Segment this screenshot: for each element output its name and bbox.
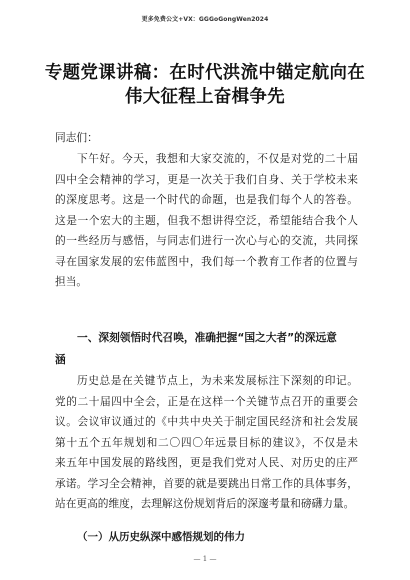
paragraph-line: 这是一个宏大的主题，但我不想讲得空泛，希望能结合我个人: [55, 213, 358, 227]
paragraph-line: 历史总是在关键节点上，为未来发展标注下深刻的印记。: [77, 374, 358, 387]
title-line: 专题党课讲稿：在时代洪流中锚定航向在: [44, 63, 366, 83]
section-heading-line: 一、深刻领悟时代召唤，准确把握“国之大者”的深远意: [77, 331, 337, 344]
paragraph-line: 第十五个五年规划和二〇四〇年远景目标的建议》，不仅是未: [55, 435, 358, 449]
paragraph-line: 的深度思考。这是一个时代的命题，也是我们每个人的答卷。: [55, 193, 358, 206]
section-heading: [55, 327, 358, 371]
paragraph-line: 四中全会精神的学习，更是一次关于我们自身、关于学校未来: [55, 172, 358, 186]
subsection-heading: （一）从历史纵深中感悟规划的伟力: [77, 531, 245, 543]
paragraph-line: 下午好。今天，我想和大家交流的，不仅是对党的二十届: [77, 152, 358, 165]
paragraph-line: 来五年中国发展的路线图，更是我们党对人民、对历史的庄严: [55, 456, 358, 469]
paragraph-line: 承诺。学习全会精神，首要的就是要跳出日常工作的具体事务，: [55, 476, 358, 490]
title-line: 伟大征程上奋楫争先: [124, 87, 286, 107]
greeting: 同志们：: [55, 131, 98, 144]
paragraph-line: 党的二十届四中全会，正是在这样一个关键节点召开的重要会: [55, 394, 358, 408]
intro-paragraph: [55, 149, 358, 293]
section-heading-line: 涵: [55, 353, 66, 366]
section-paragraph: [55, 371, 358, 515]
paragraph-line: 议。会议审议通过的《中共中央关于制定国民经济和社会发展: [55, 415, 358, 428]
paragraph-line: 寻在国家发展的宏伟蓝图中，我们每一个教育工作者的位置与: [55, 254, 358, 268]
document-title: [44, 61, 366, 109]
paragraph-line: 的一些经历与感悟，与同志们进行一次心与心的交流，共同探: [55, 234, 358, 247]
paragraph-line: 担当。: [55, 275, 88, 288]
page-number: — 1 —: [193, 555, 217, 563]
header-watermark: 更多免费公文+VX：GGGoGongWen2024: [141, 16, 269, 23]
paragraph-line: 站在更高的维度，去理解这份规划背后的深邃考量和磅礴力量。: [55, 497, 355, 510]
